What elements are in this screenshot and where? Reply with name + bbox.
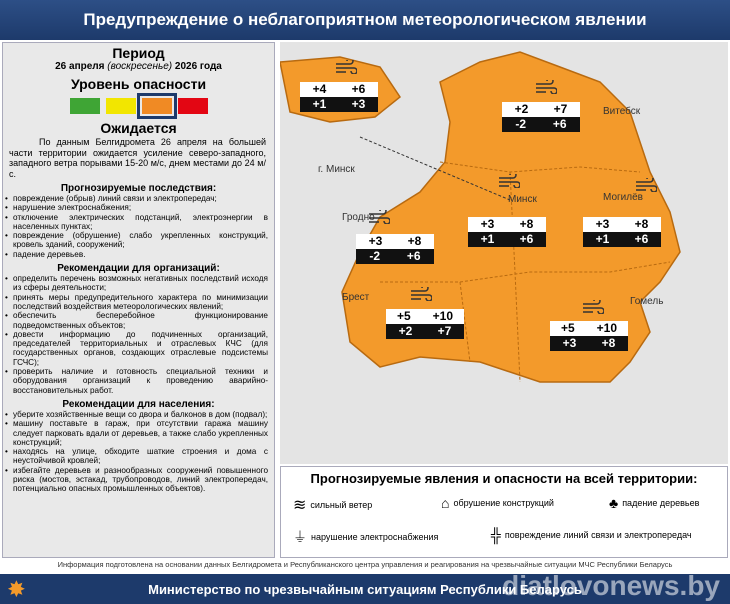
temp-night-max: +6 xyxy=(552,117,567,131)
list-item: • уберите хозяйственные вещи со двора и балконов в дом (подвал); xyxy=(13,410,274,419)
org-list xyxy=(3,274,274,395)
page-title-text: Предупреждение о неблагоприятном метеорологическом явлении xyxy=(83,10,647,29)
temp-day-min: +2 xyxy=(514,102,529,116)
temp-box-mogilev xyxy=(583,217,661,247)
temp-night-max: +6 xyxy=(634,232,649,246)
list-item: • довести информацию до подчиненных организаций, председателей территориальных и отраслевых КЧС (для государственных органов, создающих отраслевые подсистемы ГСЧС); xyxy=(13,330,274,367)
list-item: • падение деревьев. xyxy=(13,250,274,259)
temp-day-min: +5 xyxy=(560,321,575,335)
period-weekday: (воскресенье) xyxy=(107,61,173,72)
list-item: • проверить наличие и готовность специальной техники и оборудования организаций к проведению аварийно-восстановительных работ. xyxy=(13,367,274,395)
wind-icon xyxy=(498,174,520,188)
wind-icon xyxy=(410,287,432,301)
belarus-map xyxy=(280,42,728,464)
period-label: Период xyxy=(112,45,165,61)
temp-night-max: +6 xyxy=(406,249,421,263)
legend-label: сильный ветер xyxy=(310,500,373,510)
tree-icon: ♣ xyxy=(609,495,619,511)
danger-level-green xyxy=(70,98,100,114)
danger-level-orange xyxy=(142,98,172,114)
temp-night-max: +3 xyxy=(351,97,366,111)
temp-day-max: +8 xyxy=(407,234,422,248)
legend-label: обрушение конструкций xyxy=(453,498,554,508)
crane-icon: ⌂ xyxy=(441,495,450,511)
temp-night-min: +2 xyxy=(398,324,413,338)
list-item: • находясь на улице, обходите шаткие строения и дома с неустойчивой кровлей; xyxy=(13,447,274,466)
legend-item-trees xyxy=(609,495,699,511)
list-item: • определить перечень возможных негативных последствий исходя из сферы деятельности; xyxy=(13,274,274,293)
legend-item-lines xyxy=(491,527,692,543)
consequences-list xyxy=(3,194,274,259)
temp-night-min: +3 xyxy=(562,336,577,350)
legend-label: падение деревьев xyxy=(622,498,700,508)
period-day: 26 апреля xyxy=(55,61,105,72)
city-label-grodno: Гродно xyxy=(342,212,375,223)
mchs-emblem-icon: ✸ xyxy=(8,578,25,601)
temp-box-minsk xyxy=(468,217,546,247)
wind-icon xyxy=(535,80,557,94)
temp-day-min: +4 xyxy=(312,82,327,96)
city-label-gomel: Гомель xyxy=(630,296,664,307)
list-item: • избегайте деревьев и разнообразных сооружений повышенного риска (мостов, эстакад, трубопроводов, линий электропередач, потенциально опасных промышленных объектов). xyxy=(13,466,274,494)
org-title: Рекомендации для организаций: xyxy=(57,263,220,275)
temp-day-max: +8 xyxy=(634,217,649,231)
danger-levels xyxy=(3,98,274,114)
city-label-brest: Брест xyxy=(342,292,370,303)
wind-icon xyxy=(335,60,357,74)
legend-label: повреждение линий связи и электропередач xyxy=(504,530,692,540)
legend-item-collapse xyxy=(441,495,554,511)
legend-title: Прогнозируемые явления и опасности на всей территории: xyxy=(310,471,698,486)
temp-night-max: +7 xyxy=(437,324,452,338)
temp-day-min: +5 xyxy=(396,309,411,323)
expected-text: По данным Белгидромета 26 апреля на большей части территории ожидается усиление северо-западного, западного ветра порывами 15-20 м/с, днем местами до 24 м/с. xyxy=(9,137,266,179)
temp-night-min: +1 xyxy=(480,232,495,246)
temp-night-min: -2 xyxy=(515,117,527,131)
temp-night-min: +1 xyxy=(312,97,327,111)
legend-label: нарушение электроснабжения xyxy=(311,532,439,542)
city-label-vitebsk: Витебск xyxy=(603,106,641,117)
wind-icon xyxy=(635,178,657,192)
footer-title: Министерство по чрезвычайным ситуациям Республики Беларусь xyxy=(148,581,582,597)
temp-night-max: +8 xyxy=(601,336,616,350)
list-item: • отключение электрических подстанций, электроэнергии в населенных пунктах; xyxy=(13,213,274,232)
wind-icon xyxy=(582,300,604,314)
danger-level-red xyxy=(178,98,208,114)
temp-day-min: +3 xyxy=(368,234,383,248)
temp-box-minsk-city xyxy=(300,82,378,112)
consequences-title: Прогнозируемые последствия: xyxy=(60,183,217,194)
temp-box-vitebsk xyxy=(502,102,580,132)
left-panel xyxy=(2,42,275,558)
period-year: 2026 года xyxy=(174,61,222,72)
list-item: • нарушение электроснабжения; xyxy=(13,203,274,212)
pop-list xyxy=(3,410,274,494)
period-date xyxy=(3,61,274,72)
danger-label: Уровень опасности xyxy=(70,76,207,92)
temp-night-max: +6 xyxy=(519,232,534,246)
legend-item-wind xyxy=(293,495,372,515)
list-item: • повреждение (обрушение) слабо укрепленных конструкций, кровель зданий, сооружений; xyxy=(13,231,274,250)
temp-day-min: +3 xyxy=(480,217,495,231)
legend-panel xyxy=(280,466,728,558)
list-item: • повреждение (обрыв) линий связи и электропередач; xyxy=(13,194,274,203)
page-title xyxy=(0,0,730,40)
city-label-minsk-city: г. Минск xyxy=(318,164,355,175)
list-item: • обеспечить бесперебойное функционирование подведомственных объектов; xyxy=(13,311,274,330)
danger-level-yellow xyxy=(106,98,136,114)
temp-night-min: +1 xyxy=(595,232,610,246)
power-pole-icon: ╬ xyxy=(491,527,501,543)
temp-box-gomel xyxy=(550,321,628,351)
legend-item-power xyxy=(293,527,438,547)
wind-icon: ≋ xyxy=(293,497,307,514)
city-label-mogilev: Могилёв xyxy=(603,192,643,203)
city-label-minsk: Минск xyxy=(508,194,537,205)
list-item: • машину поставьте в гараж, при отсутствии гаража машину следует парковать вдали от деревьев, а также слабо укрепленных конструкций; xyxy=(13,419,274,447)
temp-day-min: +3 xyxy=(595,217,610,231)
wind-icon xyxy=(368,210,390,224)
source-note: Информация подготовлена на основании данных Белгидромета и Республиканского центра управления и реагирования на чрезвычайные ситуации МЧС Республики Беларусь xyxy=(57,560,673,569)
temp-day-max: +6 xyxy=(351,82,366,96)
pop-title: Рекомендации для населения: xyxy=(62,398,215,410)
plug-icon: ⏚ xyxy=(293,529,307,545)
temp-day-max: +8 xyxy=(519,217,534,231)
list-item: • принять меры предупредительного характера по минимизации последствий воздействия метеорологических явлений; xyxy=(13,293,274,312)
temp-box-grodno xyxy=(356,234,434,264)
watermark: diatlovonews.by xyxy=(502,570,720,601)
temp-day-max: +10 xyxy=(432,309,453,323)
temp-box-brest xyxy=(386,309,464,339)
expected-label: Ожидается xyxy=(100,120,177,136)
temp-day-max: +7 xyxy=(553,102,568,116)
temp-day-max: +10 xyxy=(596,321,617,335)
temp-night-min: -2 xyxy=(369,249,381,263)
